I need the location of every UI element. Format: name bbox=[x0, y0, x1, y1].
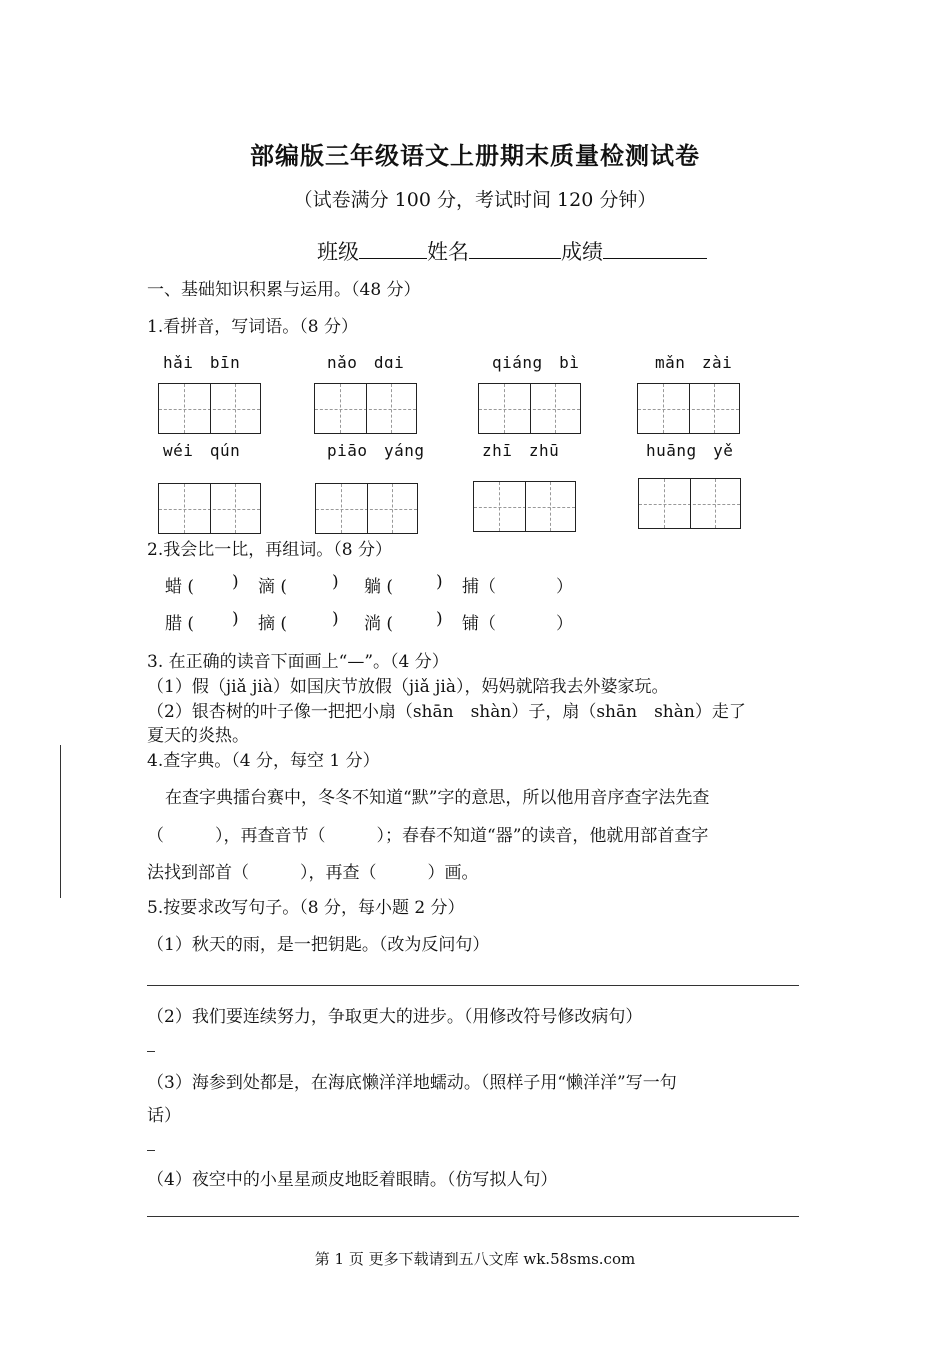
class-label: 班级 bbox=[317, 240, 359, 264]
student-info-line bbox=[317, 236, 707, 266]
q2-heading: 2.我会比一比，再组词。（8 分） bbox=[147, 540, 392, 560]
answer-line-short[interactable] bbox=[147, 1051, 155, 1052]
q5-item-3b: 话） bbox=[147, 1106, 181, 1126]
pinyin-7: zhī zhū bbox=[482, 441, 560, 460]
writing-box[interactable] bbox=[158, 483, 261, 534]
pinyin-2: nǎo dɑi bbox=[327, 353, 405, 372]
compare-char: 蜡 ( bbox=[165, 577, 195, 597]
pinyin-4: mǎn zài bbox=[655, 353, 733, 372]
class-blank[interactable] bbox=[359, 236, 427, 259]
score-blank[interactable] bbox=[603, 236, 707, 259]
pinyin-6: piāo yáng bbox=[327, 441, 425, 460]
name-blank[interactable] bbox=[469, 236, 561, 259]
pinyin-3: qiáng bì bbox=[492, 353, 580, 372]
q1-heading: 1.看拼音，写词语。（8 分） bbox=[147, 317, 358, 337]
q4-line-1: 在查字典擂台赛中，冬冬不知道“默”字的意思，所以他用音序查字法先查 bbox=[165, 788, 710, 808]
compare-close: ) bbox=[232, 609, 239, 629]
compare-close: ） bbox=[556, 614, 573, 634]
writing-box[interactable] bbox=[314, 383, 417, 434]
compare-close: ) bbox=[332, 609, 339, 629]
q4-line-2: （ ），再查音节（ ）；春春不知道“器”的读音，他就用部首查字 bbox=[147, 826, 709, 846]
compare-char: 滴 ( bbox=[258, 577, 288, 597]
compare-close: ) bbox=[436, 572, 443, 592]
writing-box[interactable] bbox=[158, 383, 261, 434]
q5-item-1: （1）秋天的雨，是一把钥匙。（改为反问句） bbox=[147, 935, 490, 955]
writing-box[interactable] bbox=[478, 383, 581, 434]
pinyin-1: hǎi bīn bbox=[163, 353, 241, 372]
answer-line-short[interactable] bbox=[147, 1150, 155, 1151]
answer-line[interactable] bbox=[147, 1216, 799, 1217]
q5-heading: 5.按要求改写句子。（8 分，每小题 2 分） bbox=[147, 898, 465, 918]
compare-close: ) bbox=[332, 572, 339, 592]
section-1-heading: 一、基础知识积累与运用。（48 分） bbox=[147, 280, 421, 300]
exam-subtitle: （试卷满分 100 分，考试时间 120 分钟） bbox=[293, 189, 657, 211]
q3-line-2: （2）银杏树的叶子像一把把小扇（shān shàn）子，扇（shān shàn）走了 bbox=[147, 702, 746, 722]
q5-item-3a: （3）海参到处都是，在海底懒洋洋地蠕动。（照样子用“懒洋洋”写一句 bbox=[147, 1073, 677, 1093]
writing-box[interactable] bbox=[638, 478, 741, 529]
score-label: 成绩 bbox=[561, 240, 603, 264]
compare-close: ） bbox=[556, 577, 573, 597]
compare-char: 铺（ bbox=[462, 614, 496, 634]
name-label: 姓名 bbox=[427, 240, 469, 264]
q3-line-3: 夏天的炎热。 bbox=[147, 726, 249, 746]
q4-line-3: 法找到部首（ ），再查（ ）画。 bbox=[147, 863, 479, 883]
writing-box[interactable] bbox=[637, 383, 740, 434]
q5-item-2: （2）我们要连续努力，争取更大的进步。（用修改符号修改病句） bbox=[147, 1007, 643, 1027]
compare-char: 摘 ( bbox=[258, 614, 288, 634]
page-title: 部编版三年级语文上册期末质量检测试卷 bbox=[250, 141, 700, 170]
compare-char: 腊 ( bbox=[165, 614, 195, 634]
q5-item-4: （4）夜空中的小星星顽皮地眨着眼睛。（仿写拟人句） bbox=[147, 1170, 558, 1190]
pinyin-5: wéi qún bbox=[163, 441, 241, 460]
compare-char: 捕（ bbox=[462, 577, 496, 597]
pinyin-8: huāng yě bbox=[646, 441, 734, 460]
page-footer: 第 1 页 更多下载请到五八文库 wk.58sms.com bbox=[314, 1250, 636, 1268]
compare-close: ) bbox=[436, 609, 443, 629]
writing-box[interactable] bbox=[473, 481, 576, 532]
answer-line[interactable] bbox=[147, 985, 799, 986]
q3-heading: 3. 在正确的读音下面画上“—”。（4 分） bbox=[147, 652, 449, 672]
binding-margin-line bbox=[60, 745, 61, 898]
compare-char: 躺 ( bbox=[364, 577, 394, 597]
q3-line-1: （1）假（jiǎ jià）如国庆节放假（jiǎ jià），妈妈就陪我去外婆家玩。 bbox=[147, 677, 669, 697]
writing-box[interactable] bbox=[315, 483, 418, 534]
compare-close: ) bbox=[232, 572, 239, 592]
compare-char: 淌 ( bbox=[364, 614, 394, 634]
q4-heading: 4.查字典。（4 分，每空 1 分） bbox=[147, 751, 380, 771]
